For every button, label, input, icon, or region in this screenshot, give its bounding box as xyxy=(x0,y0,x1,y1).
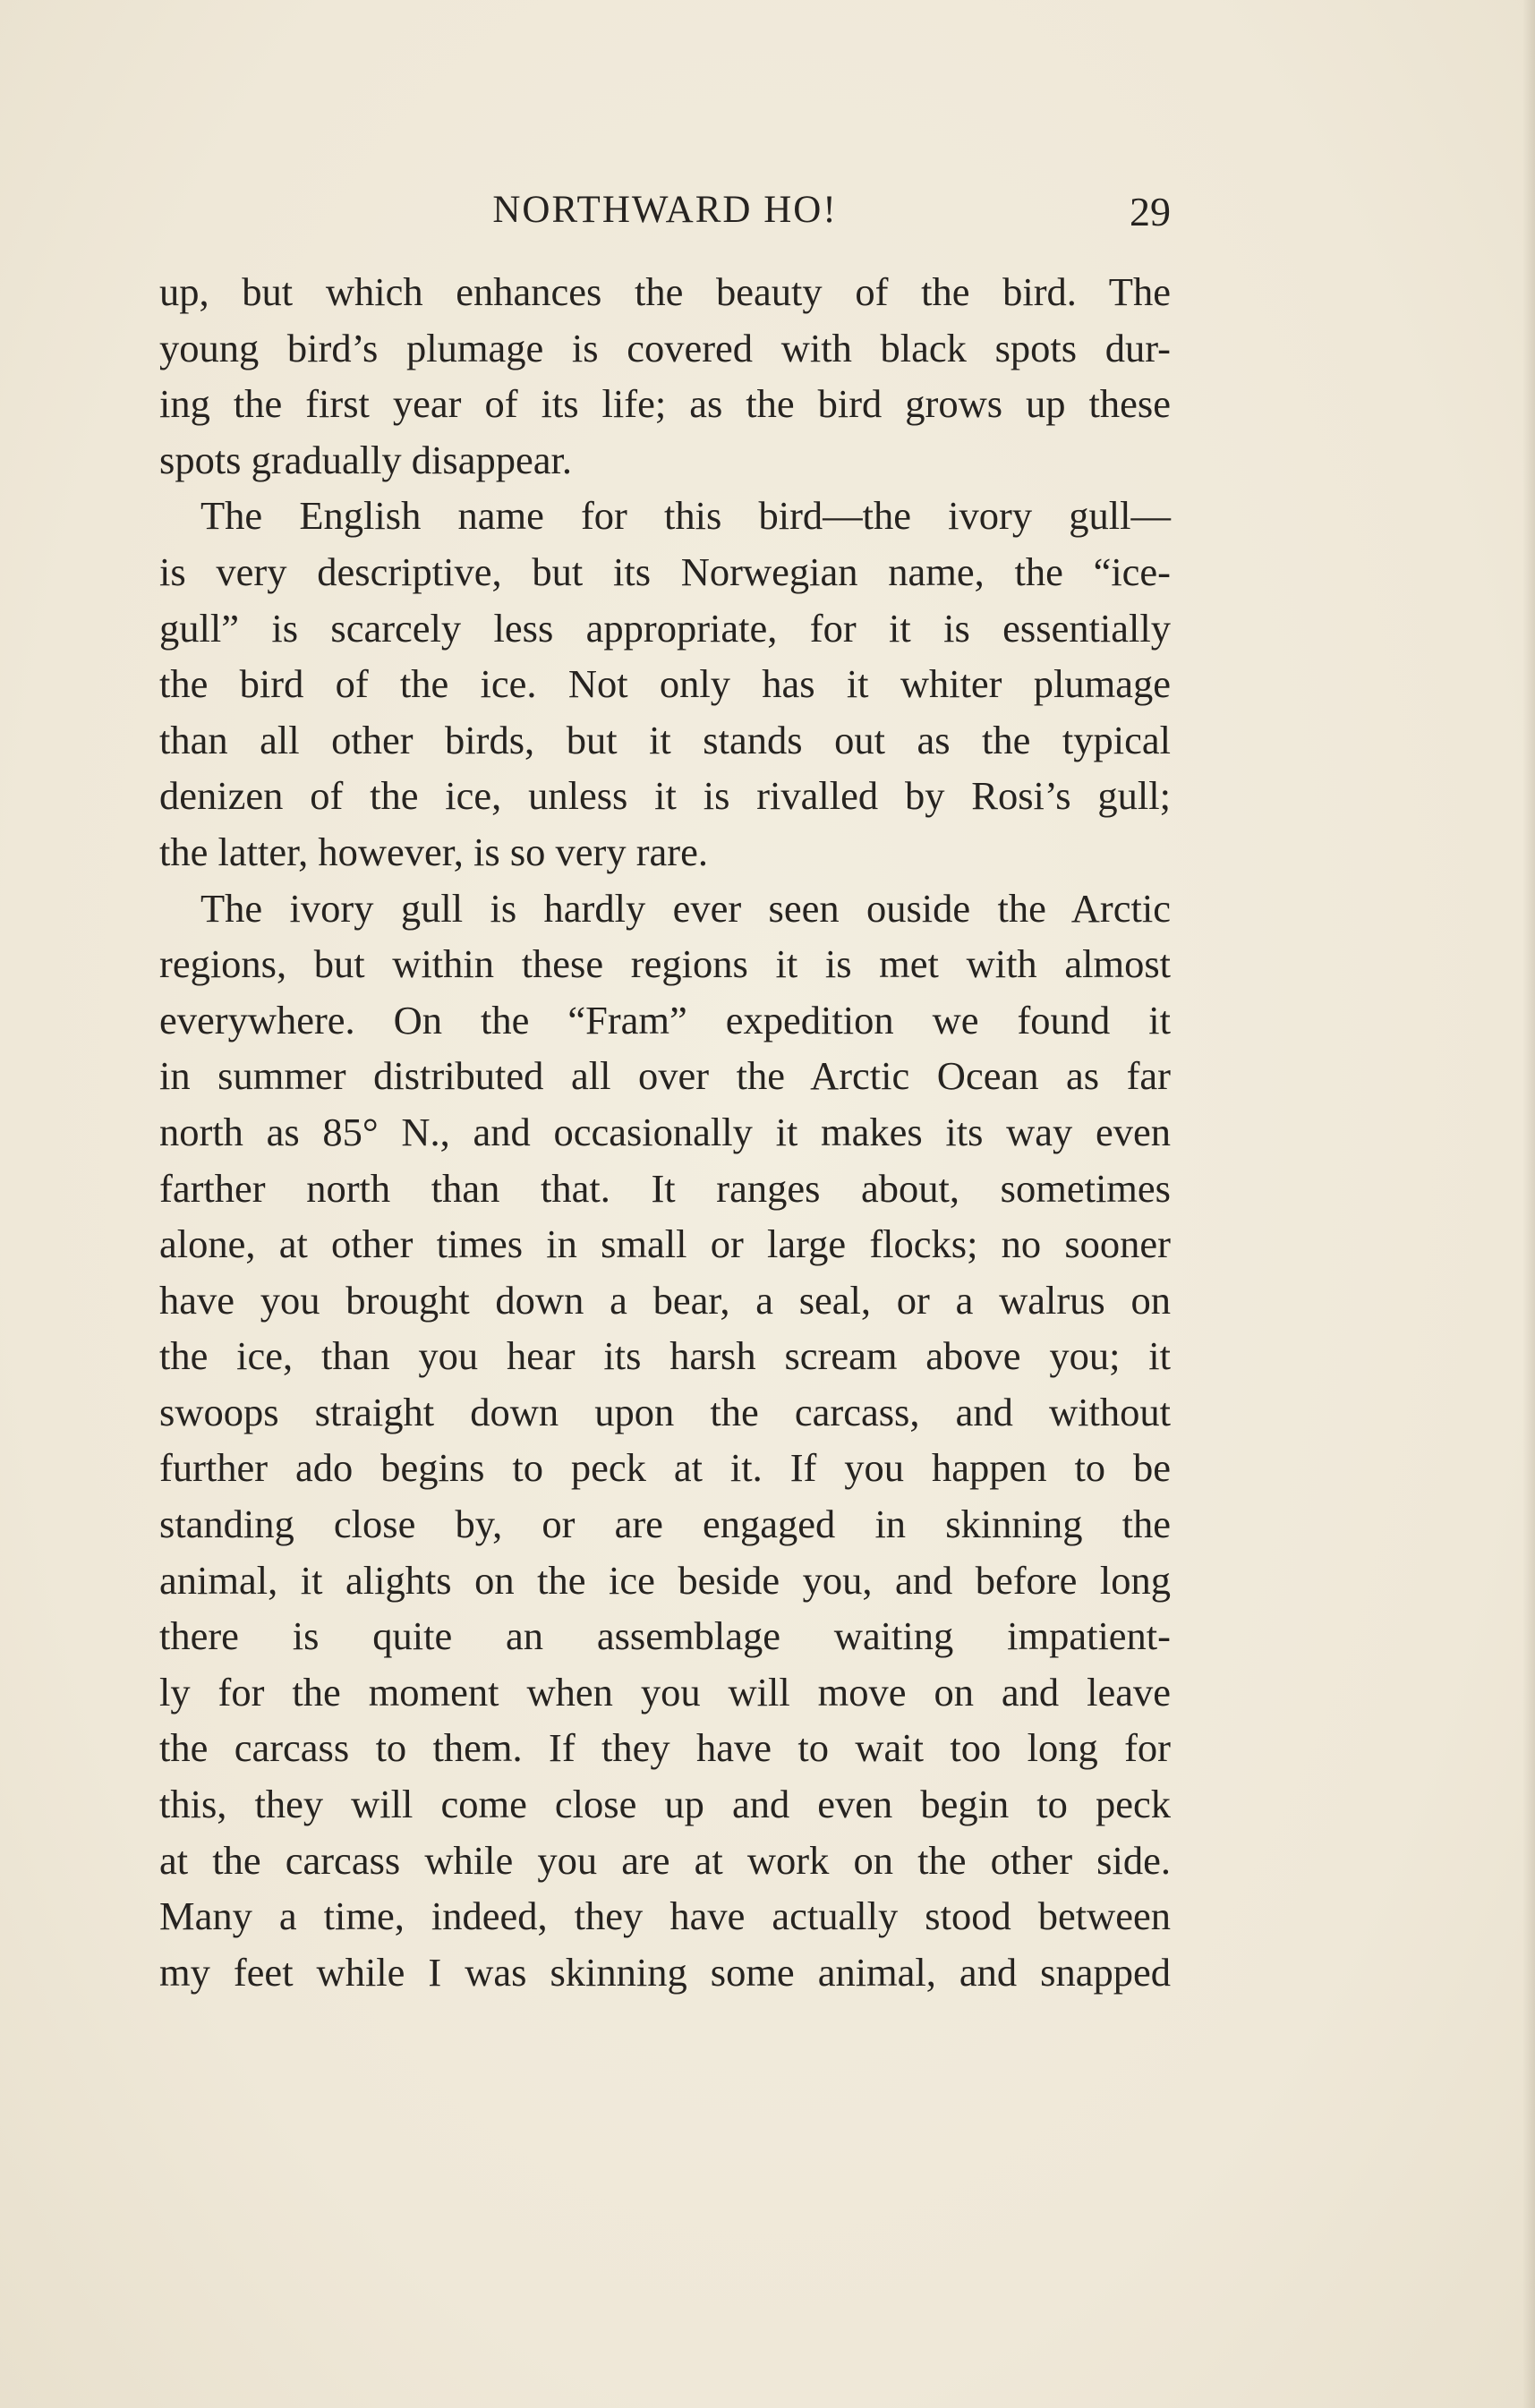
text-line: Many a time, indeed, they have actually stood between xyxy=(159,1893,1171,1939)
body-text xyxy=(159,264,1171,2000)
paragraph xyxy=(159,881,1171,2001)
text-line: The ivory gull is hardly ever seen ouside the Arctic xyxy=(200,885,1171,931)
text-line: gull” is scarcely less appropriate, for it is essentially xyxy=(159,605,1171,651)
text-line: everywhere. On the “Fram” expedition we found it xyxy=(159,997,1171,1042)
text-line: the ice, than you hear its harsh scream above you; it xyxy=(159,1333,1171,1379)
running-head: NORTHWARD HO! xyxy=(492,189,838,231)
text-line: have you brought down a bear, a seal, or a walrus on xyxy=(159,1277,1171,1323)
text-line: animal, it alights on the ice beside you, and before long xyxy=(159,1557,1171,1603)
text-line: my feet while I was skinning some animal, and snapped xyxy=(159,1949,1171,1995)
text-line: in summer distributed all over the Arctic Ocean as far xyxy=(159,1053,1171,1099)
text-line: than all other birds, but it stands out as the typical xyxy=(159,717,1171,762)
text-line: up, but which enhances the beauty of the bird. The xyxy=(159,269,1171,314)
paragraph xyxy=(159,488,1171,880)
page-number: 29 xyxy=(1130,189,1171,234)
text-line: further ado begins to peck at it. If you happen to be xyxy=(159,1445,1171,1491)
text-line: at the carcass while you are at work on the other side. xyxy=(159,1837,1171,1883)
text-line: spots gradually disappear. xyxy=(159,437,572,482)
text-line: north as 85° N., and occasionally it makes its way even xyxy=(159,1109,1171,1154)
text-line: standing close by, or are engaged in skinning the xyxy=(159,1502,1171,1547)
text-line: the latter, however, is so very rare. xyxy=(159,829,709,874)
text-line: this, they will come close up and even begin to peck xyxy=(159,1782,1171,1827)
text-line: is very descriptive, but its Norwegian name, the “ice- xyxy=(159,549,1171,594)
text-line: alone, at other times in small or large flocks; no sooner xyxy=(159,1221,1171,1267)
text-line: ing the first year of its life; as the bird grows up these xyxy=(159,381,1171,427)
text-line: regions, but within these regions it is met with almost xyxy=(159,941,1171,987)
text-line: farther north than that. It ranges about, sometimes xyxy=(159,1165,1171,1211)
text-line: the bird of the ice. Not only has it whiter plumage xyxy=(159,661,1171,707)
page-header xyxy=(159,183,1171,237)
text-line: The English name for this bird—the ivory gull— xyxy=(200,493,1171,539)
text-line: denizen of the ice, unless it is rivalled by Rosi’s gull; xyxy=(159,773,1171,819)
text-line: swoops straight down upon the carcass, and without xyxy=(159,1389,1171,1434)
text-line: ly for the moment when you will move on and leave xyxy=(159,1669,1171,1715)
text-line: the carcass to them. If they have to wait too long for xyxy=(159,1725,1171,1771)
page-edge-shadow xyxy=(1522,0,1535,2408)
paragraph xyxy=(159,264,1171,488)
text-line: young bird’s plumage is covered with black spots dur- xyxy=(159,325,1171,370)
text-line: there is quite an assemblage waiting impatient- xyxy=(159,1613,1171,1659)
